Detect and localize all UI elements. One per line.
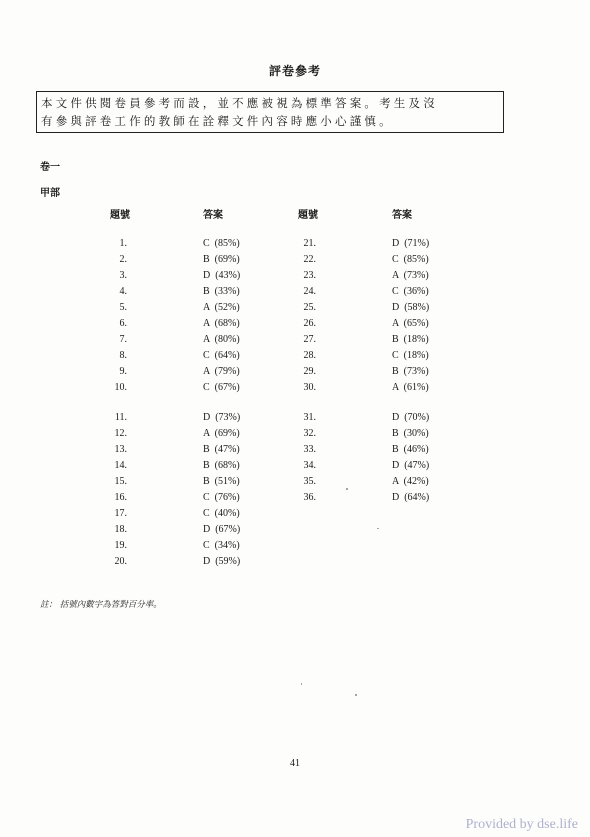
question-number: 20. bbox=[114, 556, 127, 567]
question-number: 2. bbox=[119, 254, 127, 265]
answer-value: B (68%) bbox=[203, 460, 240, 471]
scan-speck bbox=[377, 528, 379, 529]
question-number: 33. bbox=[303, 444, 316, 455]
question-number: 12. bbox=[114, 428, 127, 439]
question-number: 15. bbox=[114, 476, 127, 487]
question-number: 31. bbox=[303, 412, 316, 423]
answer-value: C (85%) bbox=[203, 238, 240, 249]
disclaimer-line-1: 本文件供閱卷員參考而設，並不應被視為標準答案。考生及沒 bbox=[41, 96, 438, 110]
answer-value: D (64%) bbox=[392, 492, 430, 503]
question-number: 14. bbox=[114, 460, 127, 471]
answer-value: A (52%) bbox=[203, 302, 240, 313]
question-number: 29. bbox=[303, 366, 316, 377]
answer-value: B (69%) bbox=[203, 254, 240, 265]
question-number: 25. bbox=[303, 302, 316, 313]
question-number: 23. bbox=[303, 270, 316, 281]
question-number: 28. bbox=[303, 350, 316, 361]
answer-value: C (36%) bbox=[392, 286, 429, 297]
disclaimer-box bbox=[36, 91, 504, 133]
answer-value: C (18%) bbox=[392, 350, 429, 361]
scan-speck bbox=[355, 694, 357, 696]
disclaimer-line-2: 有參與評卷工作的教師在詮釋文件內容時應小心謹慎。 bbox=[41, 114, 394, 128]
answer-value: B (46%) bbox=[392, 444, 429, 455]
question-number: 24. bbox=[303, 286, 316, 297]
answer-value: A (65%) bbox=[392, 318, 429, 329]
question-number: 6. bbox=[119, 318, 127, 329]
question-number: 9. bbox=[119, 366, 127, 377]
question-number: 4. bbox=[119, 286, 127, 297]
question-number: 19. bbox=[114, 540, 127, 551]
answer-value: C (34%) bbox=[203, 540, 240, 551]
question-number: 16. bbox=[114, 492, 127, 503]
answer-value: B (30%) bbox=[392, 428, 429, 439]
paper-label: 卷一 bbox=[40, 162, 60, 173]
answer-value: D (47%) bbox=[392, 460, 430, 471]
header-answer-left: 答案 bbox=[203, 210, 223, 221]
answer-value: B (51%) bbox=[203, 476, 240, 487]
answer-value: D (59%) bbox=[203, 556, 241, 567]
answer-value: D (43%) bbox=[203, 270, 241, 281]
answer-value: A (79%) bbox=[203, 366, 240, 377]
question-number: 11. bbox=[114, 412, 127, 423]
watermark-text: Provided by dse.life bbox=[465, 817, 578, 832]
section-label: 甲部 bbox=[40, 188, 60, 199]
question-number: 1. bbox=[119, 238, 127, 249]
question-number: 17. bbox=[114, 508, 127, 519]
answer-value: A (73%) bbox=[392, 270, 429, 281]
header-question-left: 題號 bbox=[110, 210, 130, 221]
question-number: 18. bbox=[114, 524, 127, 535]
question-number: 7. bbox=[119, 334, 127, 345]
answer-value: B (73%) bbox=[392, 366, 429, 377]
answer-value: A (61%) bbox=[392, 382, 429, 393]
answer-value: C (40%) bbox=[203, 508, 240, 519]
question-number: 30. bbox=[303, 382, 316, 393]
question-number: 22. bbox=[303, 254, 316, 265]
question-number: 5. bbox=[119, 302, 127, 313]
question-number: 36. bbox=[303, 492, 316, 503]
answer-value: B (33%) bbox=[203, 286, 240, 297]
page-number: 41 bbox=[290, 758, 300, 769]
answer-value: C (85%) bbox=[392, 254, 429, 265]
answer-value: B (18%) bbox=[392, 334, 429, 345]
answer-value: A (69%) bbox=[203, 428, 240, 439]
answer-value: A (68%) bbox=[203, 318, 240, 329]
question-number: 27. bbox=[303, 334, 316, 345]
answer-value: D (71%) bbox=[392, 238, 430, 249]
answer-value: D (67%) bbox=[203, 524, 241, 535]
answer-value: B (47%) bbox=[203, 444, 240, 455]
scan-speck bbox=[346, 488, 348, 490]
header-question-right: 題號 bbox=[298, 210, 318, 221]
question-number: 8. bbox=[119, 350, 127, 361]
answer-value: C (64%) bbox=[203, 350, 240, 361]
answer-value: A (80%) bbox=[203, 334, 240, 345]
answer-value: A (42%) bbox=[392, 476, 429, 487]
answer-value: D (58%) bbox=[392, 302, 430, 313]
header-answer-right: 答案 bbox=[392, 210, 412, 221]
answer-value: D (73%) bbox=[203, 412, 241, 423]
question-number: 35. bbox=[303, 476, 316, 487]
footnote: 註： 括號內數字為答對百分率。 bbox=[40, 600, 162, 610]
question-number: 21. bbox=[303, 238, 316, 249]
question-number: 32. bbox=[303, 428, 316, 439]
question-number: 10. bbox=[114, 382, 127, 393]
question-number: 26. bbox=[303, 318, 316, 329]
question-number: 34. bbox=[303, 460, 316, 471]
question-number: 3. bbox=[119, 270, 127, 281]
page-title: 評卷參考 bbox=[268, 64, 321, 78]
answer-value: D (70%) bbox=[392, 412, 430, 423]
answer-value: C (67%) bbox=[203, 382, 240, 393]
question-number: 13. bbox=[114, 444, 127, 455]
answer-value: C (76%) bbox=[203, 492, 240, 503]
scan-speck bbox=[301, 683, 302, 685]
